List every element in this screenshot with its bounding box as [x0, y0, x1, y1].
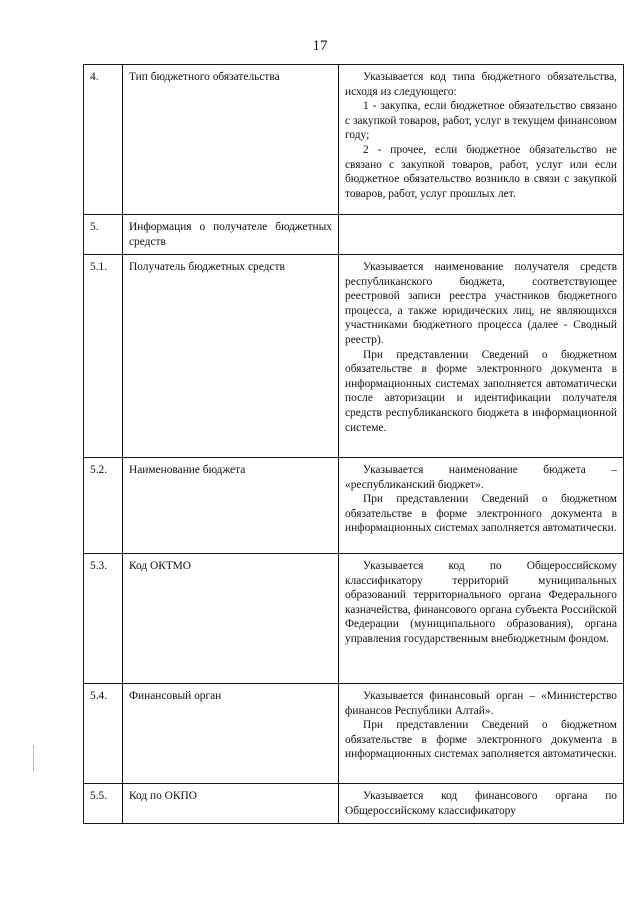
table-row: [84, 684, 624, 784]
row-number: 5.4.: [84, 684, 123, 784]
field-name: Финансовый орган: [123, 684, 339, 784]
page-number: 17: [312, 38, 328, 54]
field-name: Тип бюджетного обязательства: [123, 65, 339, 215]
field-description: [339, 65, 624, 215]
description-paragraph: При представлении Сведений о бюджетном обязательстве в форме электронного документа в информационных системах заполняется автоматически после авторизации и идентификации получателя средств республиканского бюджета в информационной системе.: [345, 348, 617, 434]
field-name: Код по ОКПО: [123, 784, 339, 824]
description-paragraph: При представлении Сведений о бюджетном обязательстве в форме электронного документа в информационных системах заполняется автоматически.: [345, 719, 617, 761]
description-paragraph: При представлении Сведений о бюджетном обязательстве в форме электронного документа в информационных системах заполняется автоматически.: [345, 493, 617, 535]
row-number: 5.5.: [84, 784, 123, 824]
scan-margin-mark: [33, 745, 34, 771]
table-row: [84, 215, 624, 255]
description-paragraph: Указывается наименование бюджета – «республиканский бюджет».: [345, 464, 617, 491]
description-paragraph: Указывается код по Общероссийскому классификатору территорий муниципальных образований территориального органа Федерального казначейства, финансового органа субъекта Российской Федерации (муниципального образования), органа управления государственным внебюджетным фондом.: [345, 560, 617, 645]
description-paragraph: Указывается финансовый орган – «Министерство финансов Республики Алтай».: [345, 690, 617, 717]
table-row: [84, 255, 624, 458]
field-name: Наименование бюджета: [123, 458, 339, 554]
table-row: [84, 554, 624, 684]
field-description: [339, 784, 624, 824]
description-paragraph: Указывается наименование получателя средств республиканского бюджета, соответствующее реестровой записи реестра участников бюджетного процесса, а также юридических лиц, не являющихся участниками бюджетного процесса (далее - Сводный реестр).: [345, 261, 617, 346]
table-row: [84, 458, 624, 554]
field-description: [339, 684, 624, 784]
budget-obligation-fields-table: [83, 64, 624, 824]
row-number: 4.: [84, 65, 123, 215]
row-number: 5.1.: [84, 255, 123, 458]
description-paragraph: Указывается код типа бюджетного обязательства, исходя из следующего:: [345, 71, 617, 98]
table-row: [84, 65, 624, 215]
field-description: [339, 458, 624, 554]
description-paragraph: 2 - прочее, если бюджетное обязательство не связано с закупкой товаров, работ, услуг или если бюджетное обязательство возникло в связи с закупкой товаров, работ, услуг прошлых лет.: [345, 143, 617, 200]
field-description: [339, 554, 624, 684]
description-paragraph: Указывается код финансового органа по Общероссийскому классификатору: [345, 790, 617, 817]
table-row: [84, 784, 624, 824]
field-name: Код ОКТМО: [123, 554, 339, 684]
field-description: [339, 215, 624, 255]
field-name: Информация о получателе бюджетных средств: [123, 215, 339, 255]
description-paragraph: 1 - закупка, если бюджетное обязательство связано с закупкой товаров, работ, услуг в текущем финансовом году;: [345, 100, 617, 142]
field-name: Получатель бюджетных средств: [123, 255, 339, 458]
field-description: [339, 255, 624, 458]
row-number: 5.2.: [84, 458, 123, 554]
row-number: 5.: [84, 215, 123, 255]
row-number: 5.3.: [84, 554, 123, 684]
